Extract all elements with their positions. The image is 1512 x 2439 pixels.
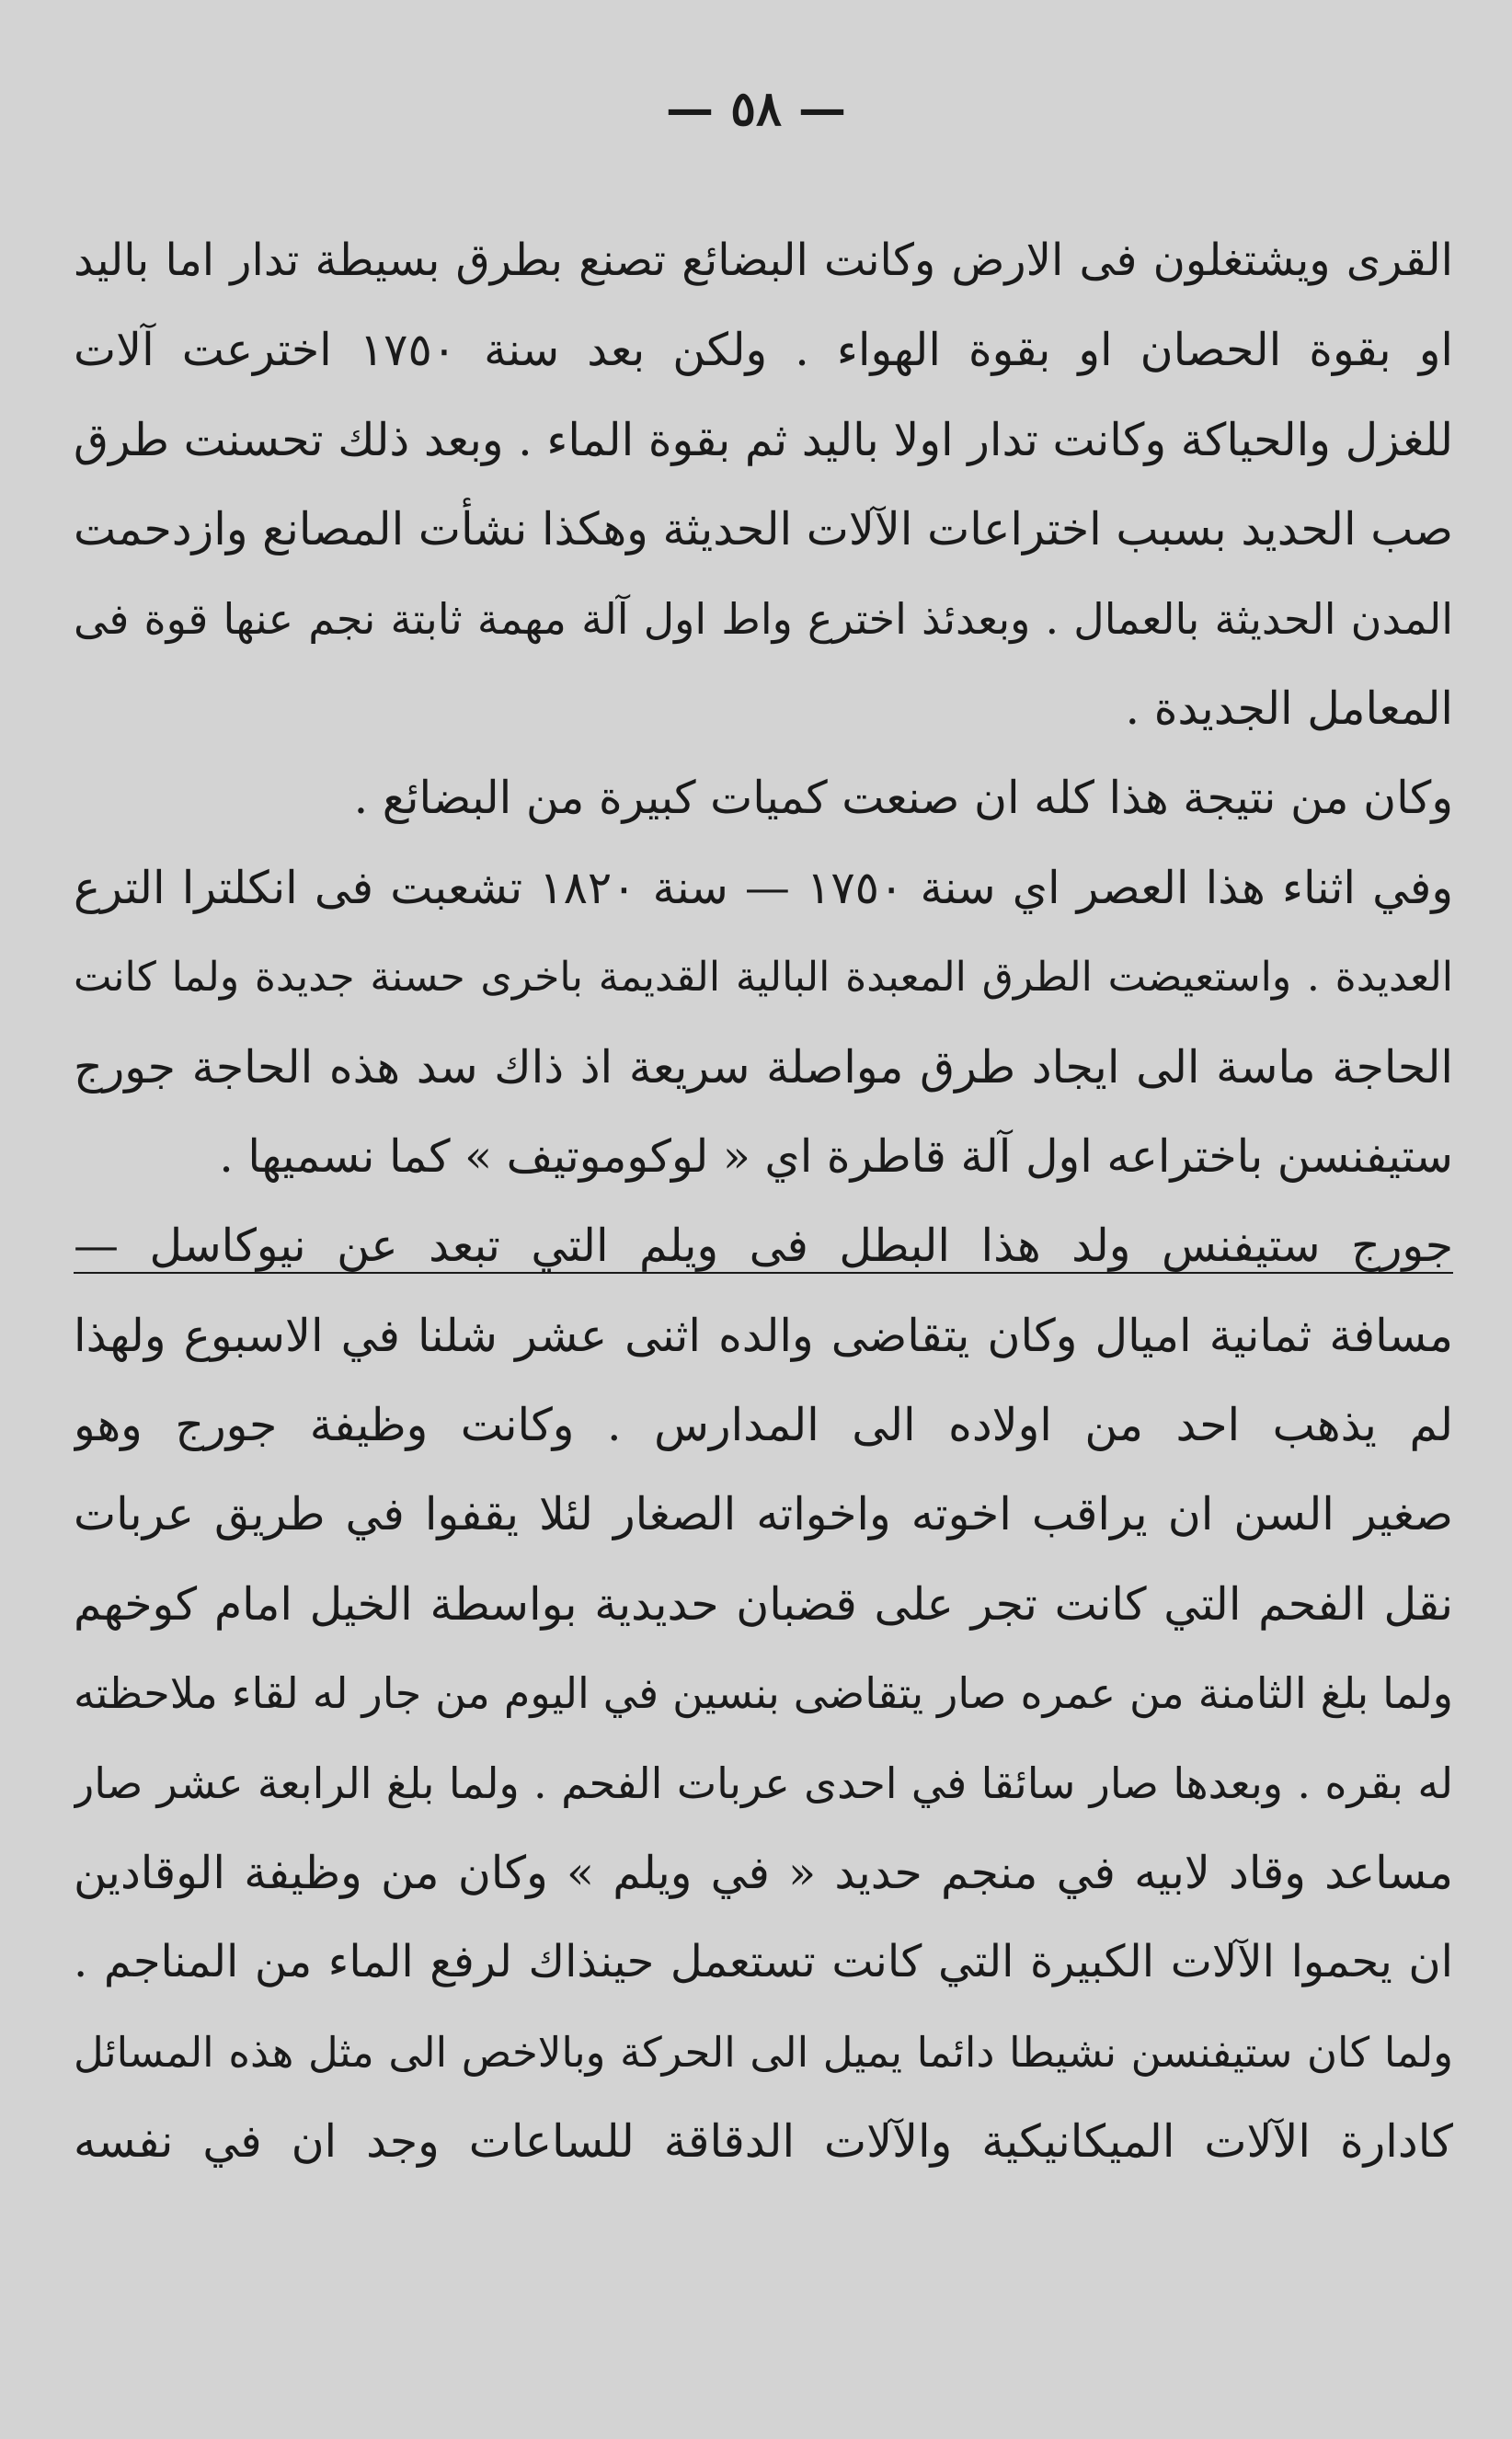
text-line: صب الحديد بسبب اختراعات الآلات الحديثة وهكذا نشأت المصانع وازدحمت xyxy=(74,503,1453,556)
text-line: ستيفنسن باختراعه اول آلة قاطرة اي « لوكوموتيف » كما نسميها . xyxy=(219,1129,1453,1183)
text-line: مسافة ثمانية اميال وكان يتقاضى والده اثنى عشر شلنا في الاسبوع ولهذا xyxy=(74,1309,1453,1362)
text-line: له بقره . وبعدها صار سائقا في احدى عربات الفحم . ولما بلغ الرابعة عشر صار xyxy=(74,1758,1453,1808)
text-line: مساعد وقاد لابيه في منجم حديد « في ويلم » وكان من وظيفة الوقادين xyxy=(74,1847,1453,1900)
text-line: ولما بلغ الثامنة من عمره صار يتقاضى بنسين في اليوم من جار له لقاء ملاحظته xyxy=(74,1668,1453,1719)
text-line: ولما كان ستيفنسن نشيطا دائما يميل الى الحركة وبالاخص الى مثل هذه المسائل xyxy=(74,2027,1453,2077)
text-line: العديدة . واستعيضت الطرق المعبدة البالية القديمة باخرى حسنة جديدة ولما كانت xyxy=(74,954,1453,1002)
body-text xyxy=(74,216,1453,2187)
text-line: نقل الفحم التي كانت تجر على قضبان حديدية بواسطة الخيل امام كوخهم xyxy=(74,1577,1453,1631)
page-number: — ٥٨ — xyxy=(665,81,847,137)
text-line: ان يحموا الآلات الكبيرة التي كانت تستعمل حينذاك لرفع الماء من المناجم . xyxy=(74,1936,1453,1988)
text-line: صغير السن ان يراقب اخوته واخواته الصغار لئلا يقفوا في طريق عربات xyxy=(74,1488,1453,1541)
text-line: كادارة الآلات الميكانيكية والآلات الدقاقة للساعات وجد ان في نفسه xyxy=(74,2115,1453,2169)
text-line: القرى ويشتغلون فى الارض وكانت البضائع تصنع بطرق بسيطة تدار اما باليد xyxy=(74,235,1453,286)
text-line: او بقوة الحصان او بقوة الهواء . ولكن بعد سنة ١٧٥٠ اخترعت آلات xyxy=(74,324,1453,377)
text-line: لم يذهب احد من اولاده الى المدارس . وكانت وظيفة جورج وهو xyxy=(74,1399,1453,1452)
text-line: الحاجة ماسة الى ايجاد طرق مواصلة سريعة اذ ذاك سد هذه الحاجة جورج xyxy=(74,1040,1453,1094)
section-heading-line: جورج ستيفنس ولد هذا البطل فى ويلم التي تبعد عن نيوكاسل — xyxy=(74,1220,1453,1273)
text-line: المدن الحديثة بالعمال . وبعدئذ اخترع واط اول آلة مهمة ثابتة نجم عنها قوة فى xyxy=(74,593,1453,644)
text-line: المعامل الجديدة . xyxy=(1125,681,1453,735)
text-line: للغزل والحياكة وكانت تدار اولا باليد ثم بقوة الماء . وبعد ذلك تحسنت طرق xyxy=(74,413,1453,466)
text-line: وكان من نتيجة هذا كله ان صنعت كميات كبيرة من البضائع . xyxy=(353,772,1453,825)
text-line: وفي اثناء هذا العصر اي سنة ١٧٥٠ — سنة ١٨٢٠ تشعبت فى انكلترا الترع xyxy=(74,861,1453,914)
